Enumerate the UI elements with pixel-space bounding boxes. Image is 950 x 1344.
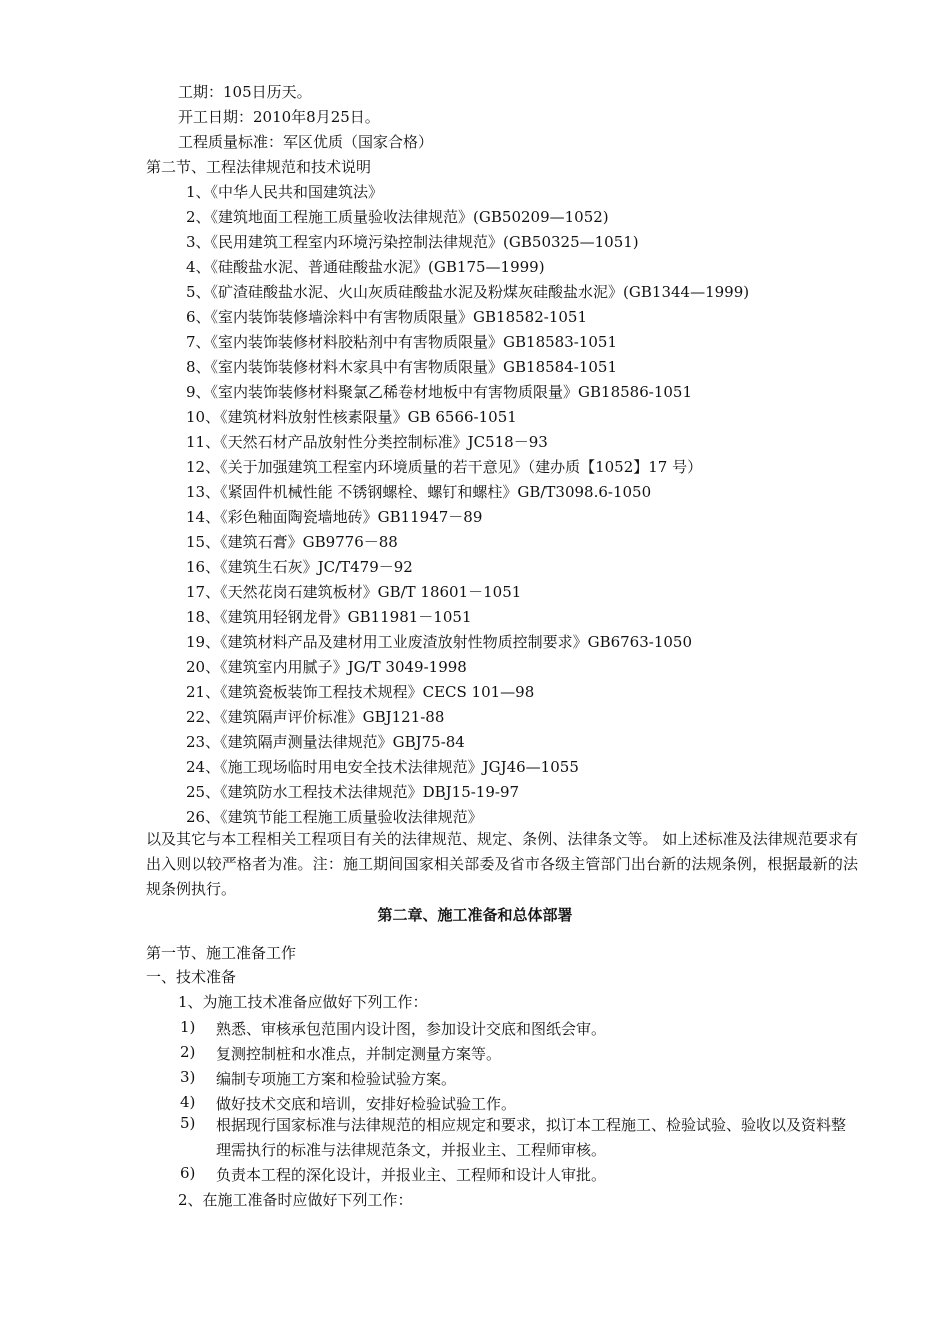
reference-item: 20、《建筑室内用腻子》JG/T 3049-1998 bbox=[186, 658, 467, 676]
reference-item: 13、《紧固件机械性能 不锈钢螺栓、螺钉和螺柱》GB/T3098.6-1050 bbox=[186, 483, 652, 501]
item-text: 做好技术交底和培训，安排好检验试验工作。 bbox=[216, 1095, 517, 1113]
item-text: 根据现行国家标准与法律规范的相应规定和要求，拟订本工程施工、检验试验、验收以及资料整理需执行的标准与法律规范条文，并报业主、工程师审核。 bbox=[216, 1116, 847, 1159]
reference-item: 9、《室内装饰装修材料聚氯乙稀卷材地板中有害物质限量》GB18586-1051 bbox=[186, 383, 693, 401]
item-text: 复测控制桩和水准点，并制定测量方案等。 bbox=[216, 1045, 502, 1063]
reference-item: 4、《硅酸盐水泥、普通硅酸盐水泥》(GB175—1999) bbox=[186, 258, 545, 276]
reference-item: 15、《建筑石膏》GB9776－88 bbox=[186, 533, 398, 551]
reference-item: 10、《建筑材料放射性核素限量》GB 6566-1051 bbox=[186, 408, 517, 426]
reference-item: 25、《建筑防水工程技术法律规范》DBJ15-19-97 bbox=[186, 783, 520, 801]
reference-item: 12、《关于加强建筑工程室内环境质量的若干意见》（建办质【1052】17 号） bbox=[186, 458, 703, 476]
duration-line: 工期：105日历天。 bbox=[178, 83, 312, 101]
reference-item: 2、《建筑地面工程施工质量验收法律规范》(GB50209—1052) bbox=[186, 208, 609, 226]
list-item bbox=[180, 1163, 856, 1188]
item-text: 熟悉、审核承包范围内设计图，参加设计交底和图纸会审。 bbox=[216, 1020, 607, 1038]
section-heading: 第二节、工程法律规范和技术说明 bbox=[146, 158, 372, 176]
item-number: 5) bbox=[180, 1114, 196, 1132]
item-number: 3) bbox=[180, 1068, 196, 1086]
list-item bbox=[180, 1067, 856, 1092]
list-item bbox=[180, 1042, 856, 1067]
reference-item: 17、《天然花岗石建筑板材》GB/T 18601－1051 bbox=[186, 583, 522, 601]
reference-item: 16、《建筑生石灰》JC/T479－92 bbox=[186, 558, 413, 576]
reference-item: 19、《建筑材料产品及建材用工业废渣放射性物质控制要求》GB6763-1050 bbox=[186, 633, 693, 651]
start-date-line: 开工日期：2010年8月25日。 bbox=[178, 108, 380, 126]
reference-item: 14、《彩色釉面陶瓷墙地砖》GB11947－89 bbox=[186, 508, 483, 526]
subsection-heading: 1、为施工技术准备应做好下列工作： bbox=[178, 993, 428, 1011]
reference-item: 21、《建筑瓷板装饰工程技术规程》CECS 101—98 bbox=[186, 683, 535, 701]
reference-item: 24、《施工现场临时用电安全技术法律规范》JGJ46—1055 bbox=[186, 758, 579, 776]
quality-standard-line: 工程质量标准：军区优质（国家合格） bbox=[178, 133, 434, 151]
reference-item: 26、《建筑节能工程施工质量验收法律规范》 bbox=[186, 808, 483, 826]
item-number: 4) bbox=[180, 1093, 196, 1111]
section-heading: 第一节、施工准备工作 bbox=[146, 944, 297, 962]
part-heading: 一、技术准备 bbox=[146, 968, 237, 986]
reference-item: 18、《建筑用轻钢龙骨》GB11981－1051 bbox=[186, 608, 472, 626]
list-item bbox=[180, 1113, 856, 1163]
subsection-heading: 2、在施工准备时应做好下列工作： bbox=[178, 1191, 413, 1209]
reference-item: 11、《天然石材产品放射性分类控制标准》JC518－93 bbox=[186, 433, 548, 451]
item-number: 1) bbox=[180, 1018, 196, 1036]
reference-item: 5、《矿渣硅酸盐水泥、火山灰质硅酸盐水泥及粉煤灰硅酸盐水泥》(GB1344—1999) bbox=[186, 283, 750, 301]
reference-item: 3、《民用建筑工程室内环境污染控制法律规范》(GB50325—1051) bbox=[186, 233, 639, 251]
list-item bbox=[180, 1017, 856, 1042]
chapter-title: 第二章、施工准备和总体部署 bbox=[377, 906, 573, 924]
closing-paragraph: 以及其它与本工程相关工程项目有关的法律规范、规定、条例、法律条文等。 如上述标准及法律规范要求有出入则以较严格者为准。注：施工期间国家相关部委及省市各级主管部门出台新的法规条例，根据最新的法规条例执行。 bbox=[146, 830, 858, 898]
reference-item: 7、《室内装饰装修材料胶粘剂中有害物质限量》GB18583-1051 bbox=[186, 333, 618, 351]
reference-item: 8、《室内装饰装修材料木家具中有害物质限量》GB18584-1051 bbox=[186, 358, 618, 376]
reference-item: 22、《建筑隔声评价标准》GBJ121-88 bbox=[186, 708, 445, 726]
item-text: 负责本工程的深化设计，并报业主、工程师和设计人审批。 bbox=[216, 1166, 607, 1184]
item-number: 2) bbox=[180, 1043, 196, 1061]
item-text: 编制专项施工方案和检验试验方案。 bbox=[216, 1070, 457, 1088]
reference-item: 23、《建筑隔声测量法律规范》GBJ75-84 bbox=[186, 733, 465, 751]
reference-item: 1、《中华人民共和国建筑法》 bbox=[186, 183, 384, 201]
reference-item: 6、《室内装饰装修墙涂料中有害物质限量》GB18582-1051 bbox=[186, 308, 588, 326]
item-number: 6) bbox=[180, 1164, 196, 1182]
